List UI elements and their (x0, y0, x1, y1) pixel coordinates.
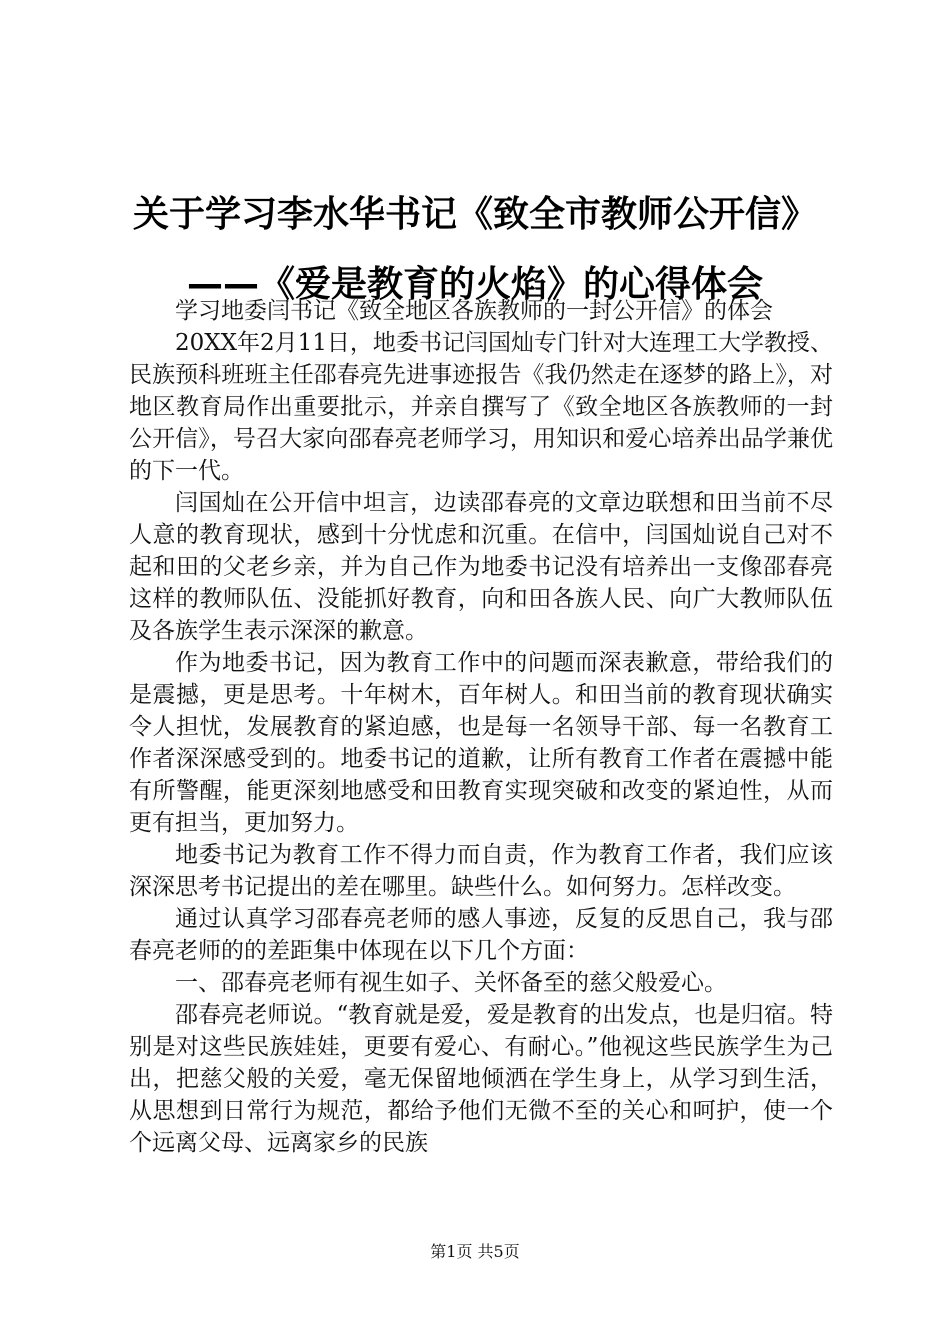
paragraph-subtitle: 学习地委闫书记《致全地区各族教师的一封公开信》的体会 (175, 298, 773, 324)
paragraph-6: 一、邵春亮老师有视生如子、关怀备至的慈父般爱心。 (175, 970, 727, 996)
paragraph-3: 作为地委书记，因为教育工作中的问题而深表歉意，带给我们的是震撼，更是思考。十年树木，百年树人。和田当前的教育现状确实令人担忧，发展教育的紧迫感，也是每一名领导干部、每一名教育工作者深深感受到的。地委书记的道歉，让所有教育工作者在震撼中能有所警醒，能更深刻地感受和田教育实现突破和改变的紧迫性，从而更有担当，更加努力。 (129, 650, 833, 836)
paragraph-2: 闫国灿在公开信中坦言，边读邵春亮的文章边联想和田当前不尽人意的教育现状，感到十分忧虑和沉重。在信中，闫国灿说自己对不起和田的父老乡亲，并为自己作为地委书记没有培养出一支像邵春亮这样的教师队伍、没能抓好教育，向和田各族人民、向广大教师队伍及各族学生表示深深的歉意。 (129, 490, 833, 644)
paragraph-4: 地委书记为教育工作不得力而自责，作为教育工作者，我们应该深深思考书记提出的差在哪里。缺些什么。如何努力。怎样改变。 (129, 842, 833, 900)
document-title: 关于学习李水华书记《致全市教师公开信》——《爱是教育的火焰》的心得体会 (132, 194, 817, 305)
paragraph-7: 邵春亮老师说。“教育就是爱，爱是教育的出发点，也是归宿。特别是对这些民族娃娃，更要有爱心、有耐心。”他视这些民族学生为己出，把慈父般的关爱，毫无保留地倾洒在学生身上，从学习到生活，从思想到日常行为规范，都给予他们无微不至的关心和呵护，使一个个远离父母、远离家乡的民族 (129, 1002, 833, 1156)
page-footer: 第1页 共5页 (430, 1242, 520, 1261)
paragraph-1: 20XX年2月11日，地委书记闫国灿专门针对大连理工大学教授、民族预科班班主任邵春亮先进事迹报告《我仍然走在逐梦的路上》，对地区教育局作出重要批示，并亲自撰写了《致全地区各族教师的一封公开信》，号召大家向邵春亮老师学习，用知识和爱心培养出品学兼优的下一代。 (129, 330, 833, 484)
document-body (129, 295, 833, 1159)
paragraph-5: 通过认真学习邵春亮老师的感人事迹，反复的反思自己，我与邵春亮老师的的差距集中体现在以下几个方面： (129, 906, 833, 964)
